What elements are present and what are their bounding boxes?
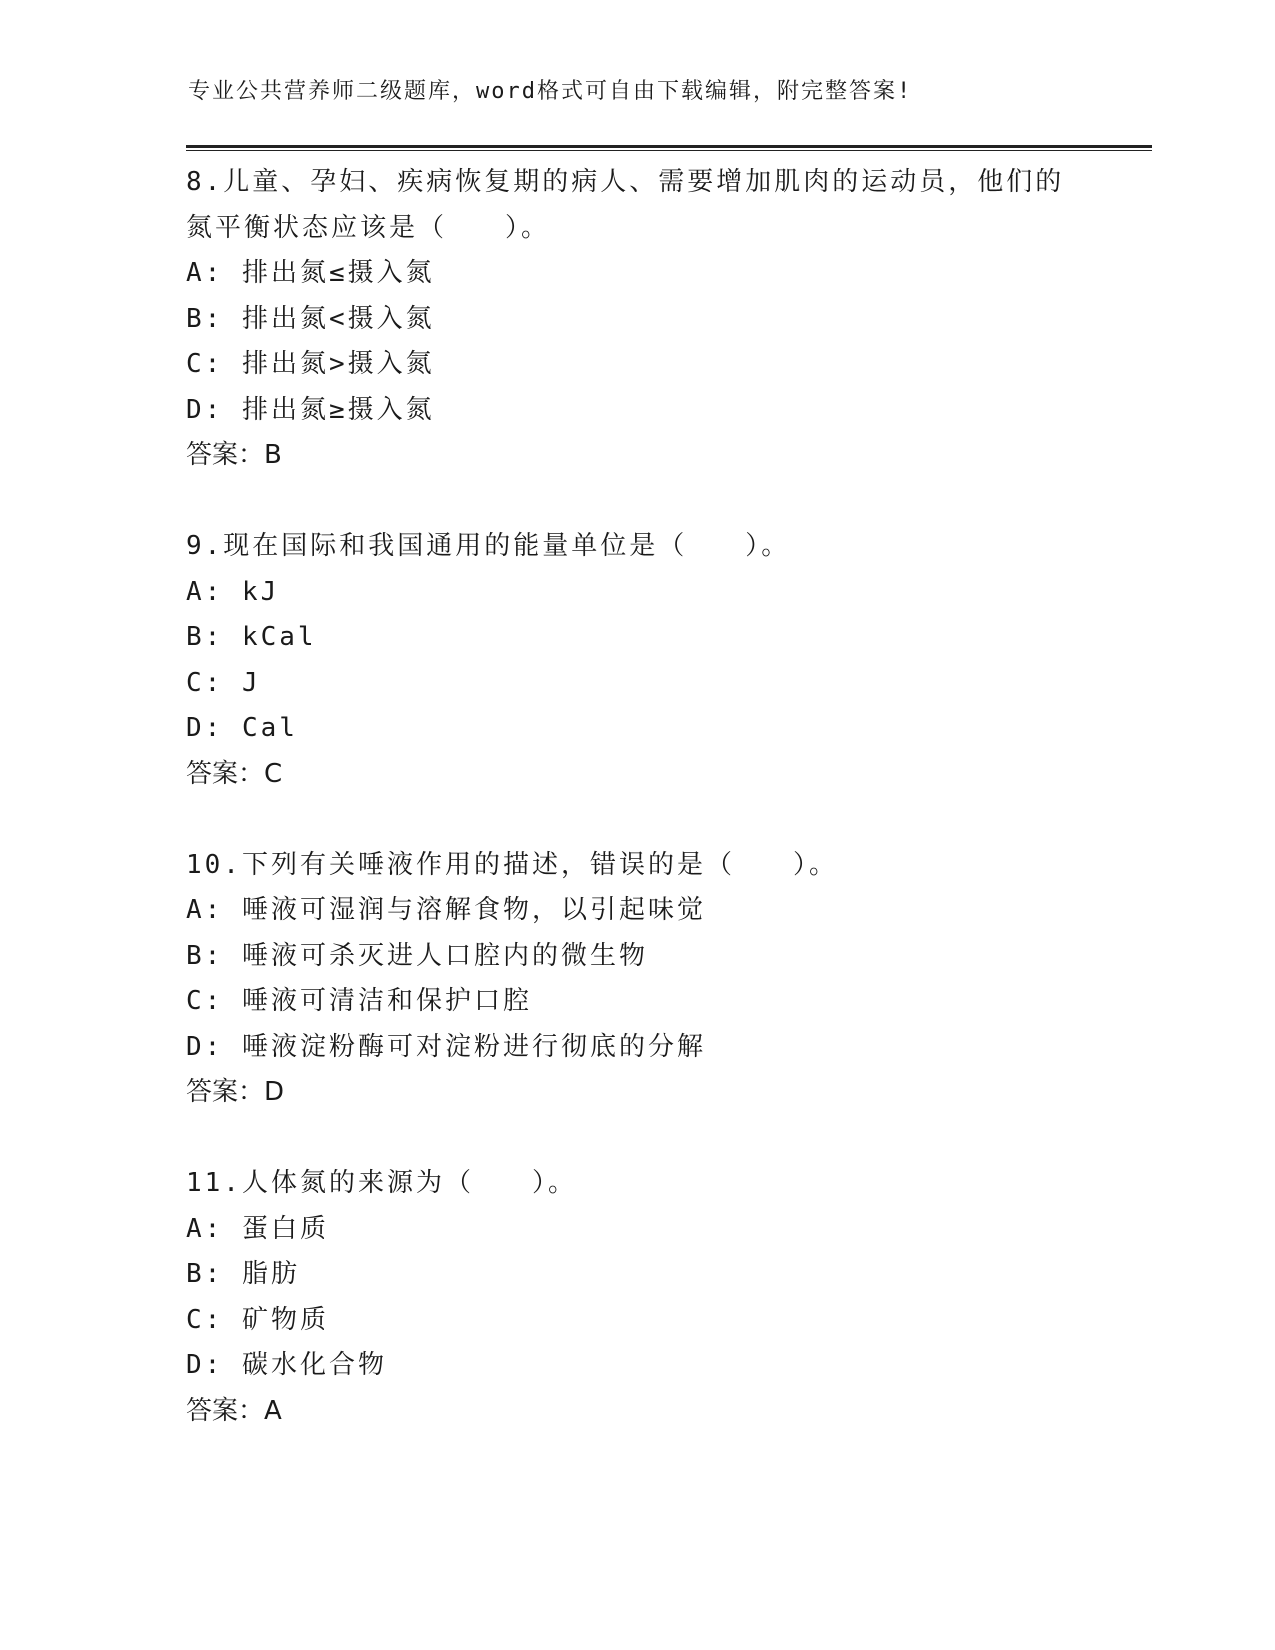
question-block xyxy=(186,1161,1086,1434)
answer-line: 答案：D xyxy=(186,1077,285,1107)
option-a: A: 排出氮≤摄入氮 xyxy=(186,258,435,288)
page-header: 专业公共营养师二级题库，word格式可自由下载编辑，附完整答案! xyxy=(188,79,913,104)
option-c: C: 唾液可清洁和保护口腔 xyxy=(186,986,532,1016)
option-b: B: 唾液可杀灭进人口腔内的微生物 xyxy=(186,940,648,971)
option-b: B: kCal xyxy=(186,622,317,652)
spacer xyxy=(186,797,1086,843)
answer-line: 答案：C xyxy=(186,758,283,789)
question-stem: 氮平衡状态应该是（ ）。 xyxy=(186,212,551,243)
option-b: B: 脂肪 xyxy=(186,1259,300,1289)
question-block xyxy=(186,524,1086,797)
answer-line: 答案：B xyxy=(186,440,282,470)
question-block xyxy=(186,160,1086,479)
option-d: D: 唾液淀粉酶可对淀粉进行彻底的分解 xyxy=(186,1031,706,1062)
option-d: D: Cal xyxy=(186,713,298,743)
option-a: A: kJ xyxy=(186,576,280,607)
option-d: D: 碳水化合物 xyxy=(186,1350,387,1380)
question-stem: 10.下列有关唾液作用的描述，错误的是（ ）。 xyxy=(186,849,838,880)
question-stem: 8.儿童、孕妇、疾病恢复期的病人、需要增加肌肉的运动员，他们的 xyxy=(186,167,1065,197)
spacer xyxy=(186,1116,1086,1162)
option-a: A: 唾液可湿润与溶解食物，以引起味觉 xyxy=(186,895,706,925)
option-c: C: 矿物质 xyxy=(186,1304,329,1335)
question-stem: 9.现在国际和我国通用的能量单位是（ ）。 xyxy=(186,531,791,561)
header-divider xyxy=(186,145,1152,151)
spacer xyxy=(186,479,1086,525)
option-c: C: J xyxy=(186,667,261,698)
question-block xyxy=(186,843,1086,1116)
option-c: C: 排出氮>摄入氮 xyxy=(186,349,435,379)
option-b: B: 排出氮<摄入氮 xyxy=(186,303,435,334)
answer-line: 答案：A xyxy=(186,1395,282,1426)
question-list xyxy=(186,160,1086,1434)
question-stem: 11.人体氮的来源为（ ）。 xyxy=(186,1168,577,1198)
option-a: A: 蛋白质 xyxy=(186,1213,329,1244)
option-d: D: 排出氮≥摄入氮 xyxy=(186,394,435,425)
